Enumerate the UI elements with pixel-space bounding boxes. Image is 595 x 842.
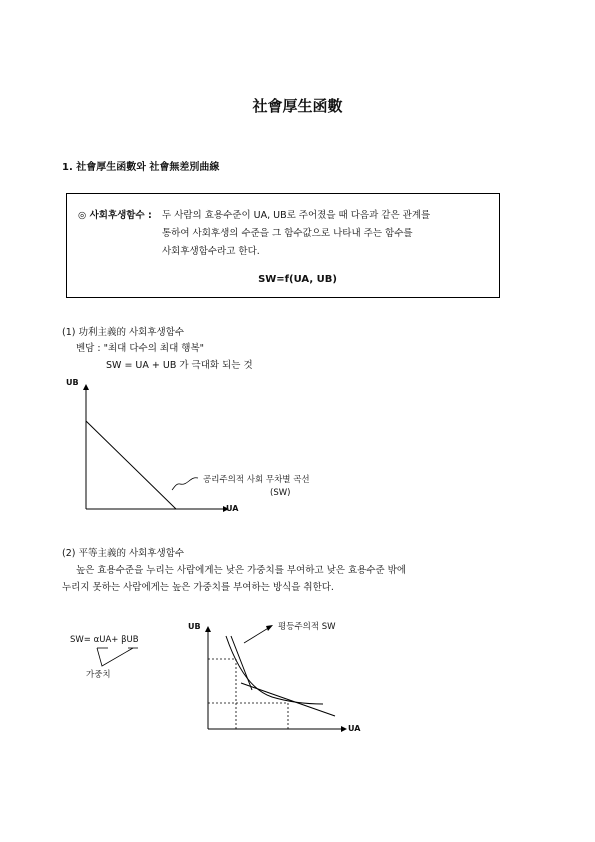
curve-label-arrowhead: [266, 625, 273, 631]
utilitarian-graph: [83, 384, 229, 512]
y-axis-arrow: [83, 384, 89, 390]
egalitarian-graph: [205, 625, 347, 732]
definition-line-1: 두 사람의 효용수준이 UA, UB로 주어졌을 때 다음과 같은 관계를: [162, 210, 431, 221]
section-heading-egalitarian: (2) 平等主義的 사회후생함수: [62, 548, 185, 559]
utilitarian-curve-label: 공리주의적 사회 무차별 곡선: [203, 475, 310, 485]
pointer-squiggle: [172, 478, 198, 490]
utilitarian-curve-sub: (SW): [270, 488, 291, 498]
y-axis-arrow-2: [205, 626, 211, 632]
egalitarian-sw-curve: [226, 636, 323, 704]
utilitarian-sw-line: [86, 421, 176, 509]
tangent-line-upper: [231, 636, 252, 690]
egalitarian-curve-label: 평등주의적 SW: [278, 622, 336, 632]
section-heading-utilitarian: (1) 功利主義的 사회후생함수: [62, 327, 185, 338]
section-heading-social-welfare: 1. 社會厚生函數와 社會無差別曲線: [62, 162, 220, 173]
definition-line-3: 사회후생함수라고 한다.: [162, 246, 260, 257]
sw-general-formula: SW=f(UA, UB): [258, 274, 337, 285]
egalitarian-text-line-1: 높은 효용수준을 누리는 사람에게는 낮은 가중치를 부여하고 낮은 효용수준 밖에: [76, 565, 407, 576]
utilitarian-formula: SW = UA + UB 가 극대화 되는 것: [106, 360, 253, 371]
ub-axis-label: UB: [66, 378, 79, 387]
curve-label-arrow: [244, 627, 270, 643]
weight-annotation: [97, 648, 138, 666]
ub-axis-label-2: UB: [188, 622, 201, 631]
bentham-quote: 벤담 : "최대 다수의 최대 행복": [76, 343, 204, 354]
definition-line-2: 통하여 사회후생의 수준을 그 함수값으로 나타내 주는 함수를: [162, 228, 413, 239]
x-axis-arrow-2: [341, 726, 347, 732]
page-title: 社會厚生函數: [252, 97, 343, 115]
ua-axis-label-2: UA: [348, 724, 361, 733]
egalitarian-text-line-2: 누리지 못하는 사람에게는 높은 가중치를 부여하는 방식을 취한다.: [62, 582, 334, 593]
weighted-sw-formula: SW= αUA+ βUB: [70, 635, 139, 645]
ua-axis-label: UA: [226, 504, 239, 513]
weight-label: 가중치: [86, 670, 111, 680]
definition-label: ◎ 사회후생함수 :: [78, 210, 152, 221]
weight-arrow: [97, 648, 133, 666]
